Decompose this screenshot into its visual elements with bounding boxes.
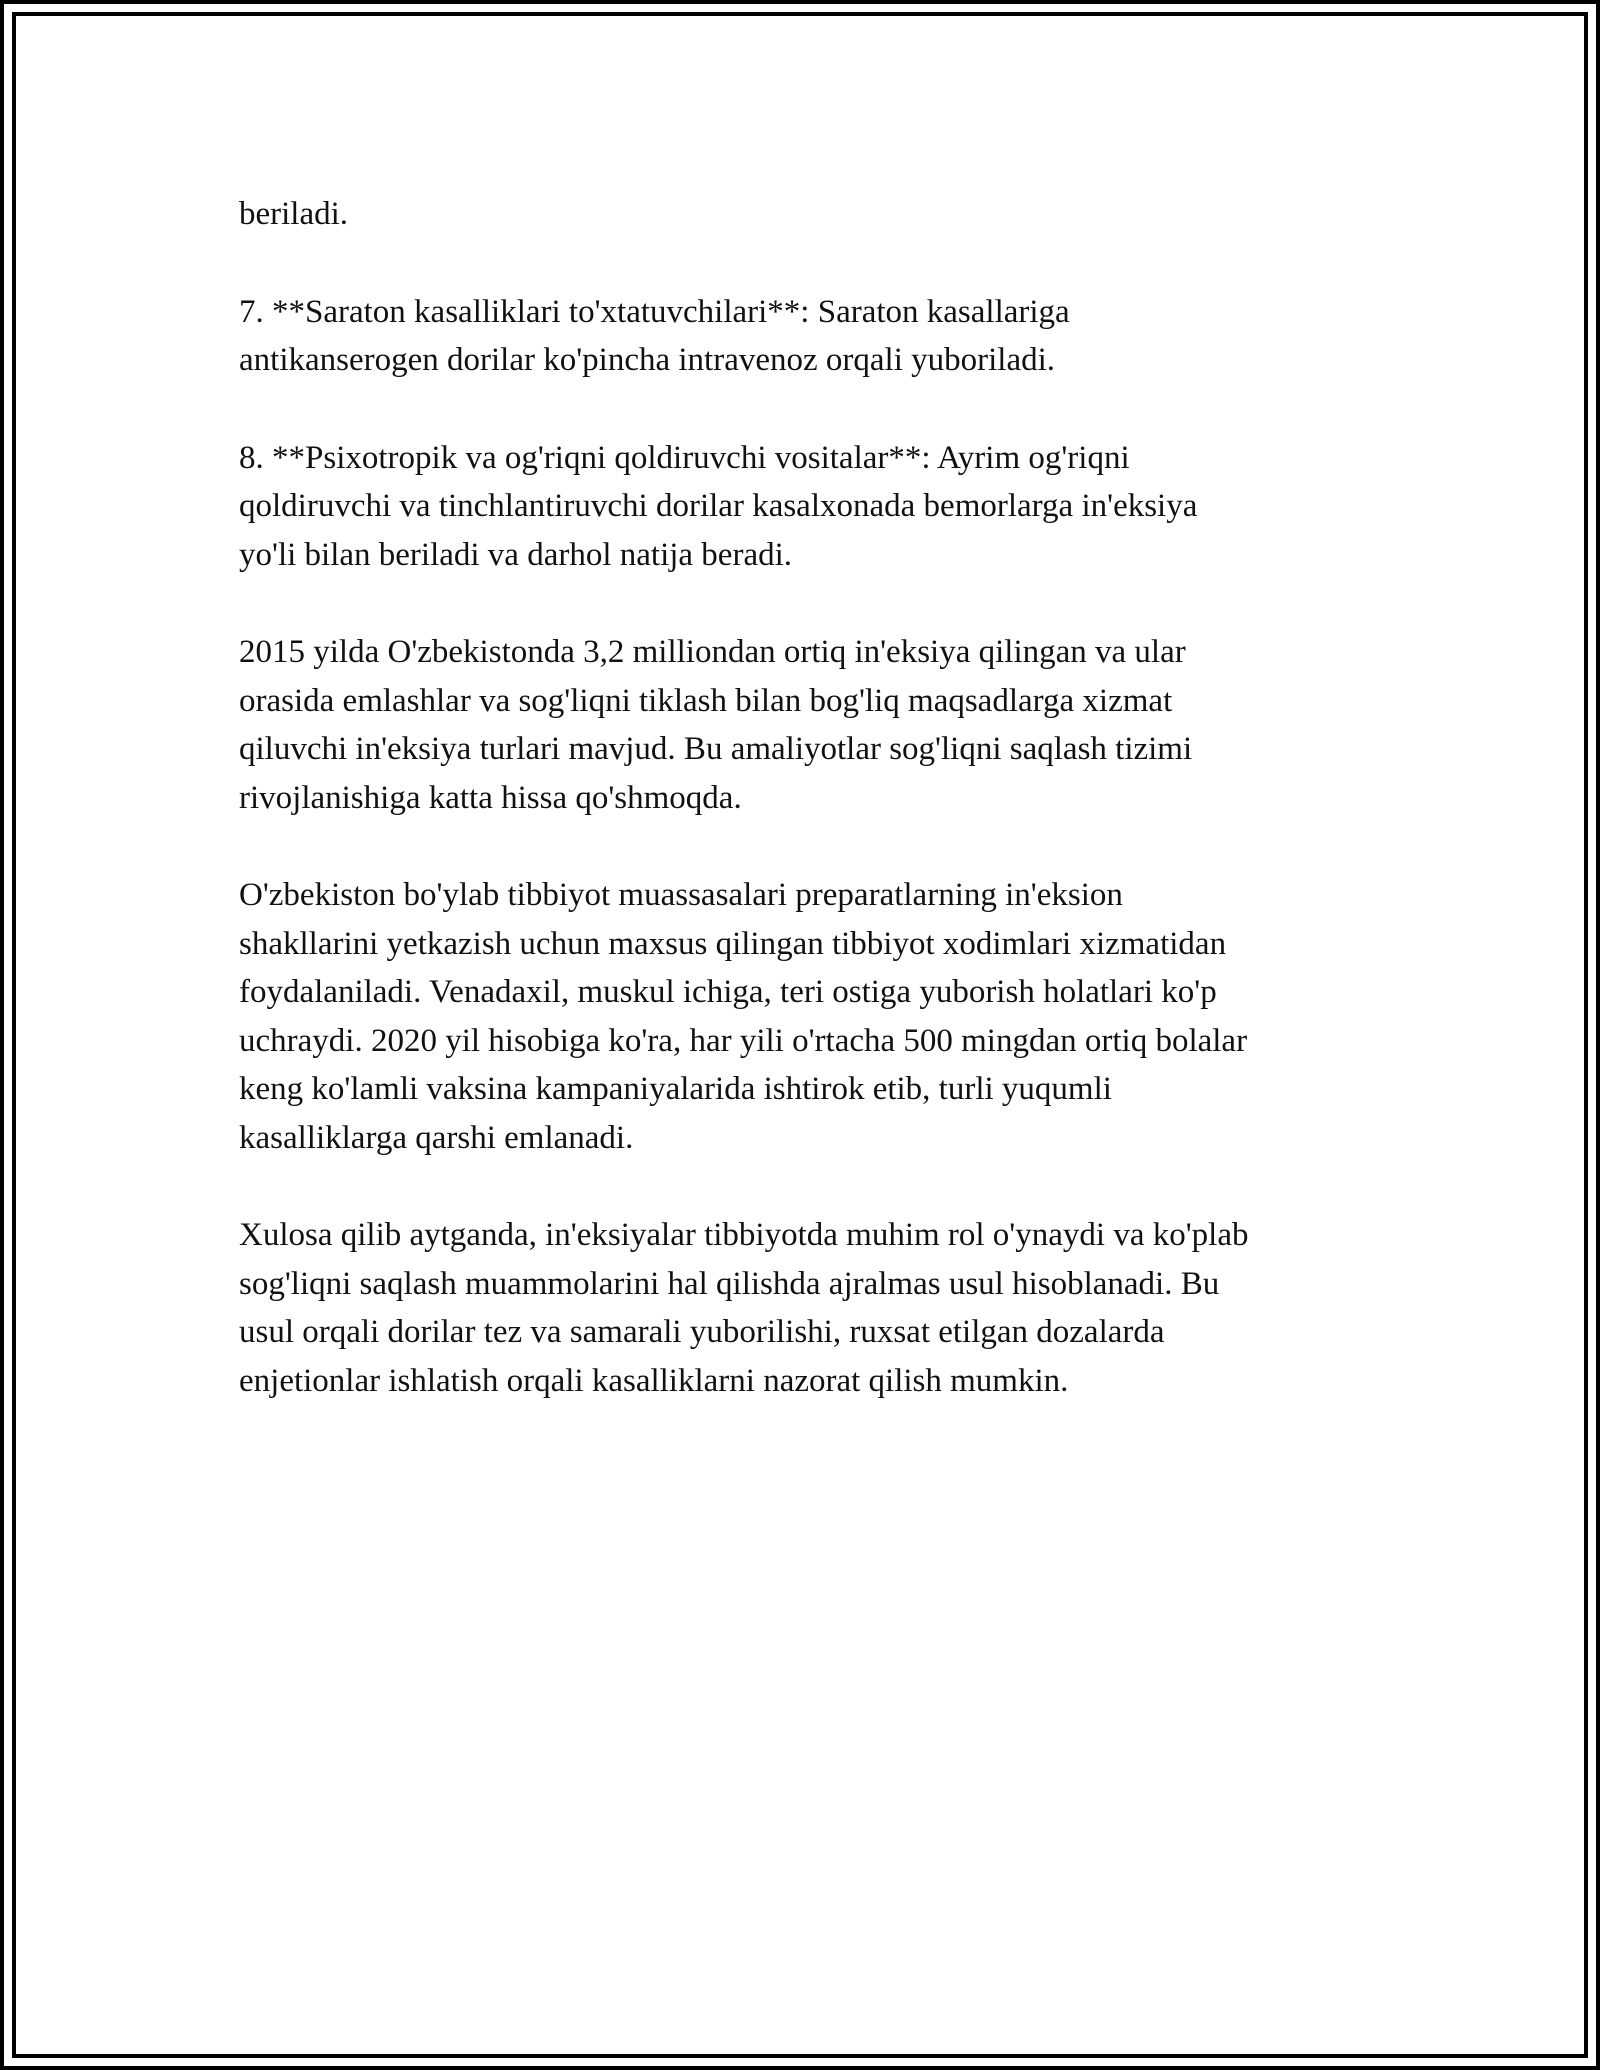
text-line: rivojlanishiga katta hissa qo'shmoqda.: [239, 779, 742, 816]
text-line: qoldiruvchi va tinchlantiruvchi dorilar kasalxonada bemorlarga in'eksiya: [239, 488, 1198, 524]
text-line: beriladi.: [239, 196, 349, 232]
paragraph: [239, 190, 1379, 239]
text-line: usul orqali dorilar tez va samarali yuborilishi, ruxsat etilgan dozalarda: [239, 1314, 1165, 1350]
text-line: kasalliklarga qarshi emlanadi.: [239, 1119, 634, 1156]
text-line: qiluvchi in'eksiya turlari mavjud. Bu amaliyotlar sog'liqni saqlash tizimi: [239, 731, 1193, 767]
paragraph: [239, 434, 1379, 580]
text-line: keng ko'lamli vaksina kampaniyalarida ishtirok etib, turli yuqumli: [239, 1071, 1112, 1107]
paragraph: [239, 871, 1379, 1162]
document-body: [239, 190, 1379, 1454]
text-line: 8. **Psixotropik va og'riqni qoldiruvchi vositalar**: Ayrim og'riqni: [239, 439, 1130, 476]
text-line: 7. **Saraton kasalliklari to'xtatuvchilari**: Saraton kasallariga: [239, 293, 1070, 330]
text-line: O'zbekiston bo'ylab tibbiyot muassasalari preparatlarning in'eksion: [239, 877, 1123, 913]
text-line: 2015 yilda O'zbekistonda 3,2 milliondan ortiq in'eksiya qilingan va ular: [239, 634, 1186, 670]
paragraph: [239, 1211, 1379, 1405]
text-line: uchraydi. 2020 yil hisobiga ko'ra, har yili o'rtacha 500 mingdan ortiq bolalar: [239, 1022, 1248, 1059]
text-line: sog'liqni saqlash muammolarini hal qilishda ajralmas usul hisoblanadi. Bu: [239, 1265, 1220, 1302]
text-line: shakllarini yetkazish uchun maxsus qilingan tibbiyot xodimlari xizmatidan: [239, 925, 1227, 962]
text-line: enjetionlar ishlatish orqali kasalliklarni nazorat qilish mumkin.: [239, 1362, 1069, 1399]
paragraph: [239, 288, 1379, 385]
text-line: foydalaniladi. Venadaxil, muskul ichiga, teri ostiga yuborish holatlari ko'p: [239, 974, 1217, 1010]
text-line: orasida emlashlar va sog'liqni tiklash bilan bog'liq maqsadlarga xizmat: [239, 682, 1173, 719]
paragraph: [239, 628, 1379, 822]
text-line: yo'li bilan beriladi va darhol natija beradi.: [239, 536, 793, 573]
text-line: antikanserogen dorilar ko'pincha intravenoz orqali yuboriladi.: [239, 342, 1056, 378]
text-line: Xulosa qilib aytganda, in'eksiyalar tibbiyotda muhim rol o'ynaydi va ko'plab: [239, 1217, 1249, 1253]
